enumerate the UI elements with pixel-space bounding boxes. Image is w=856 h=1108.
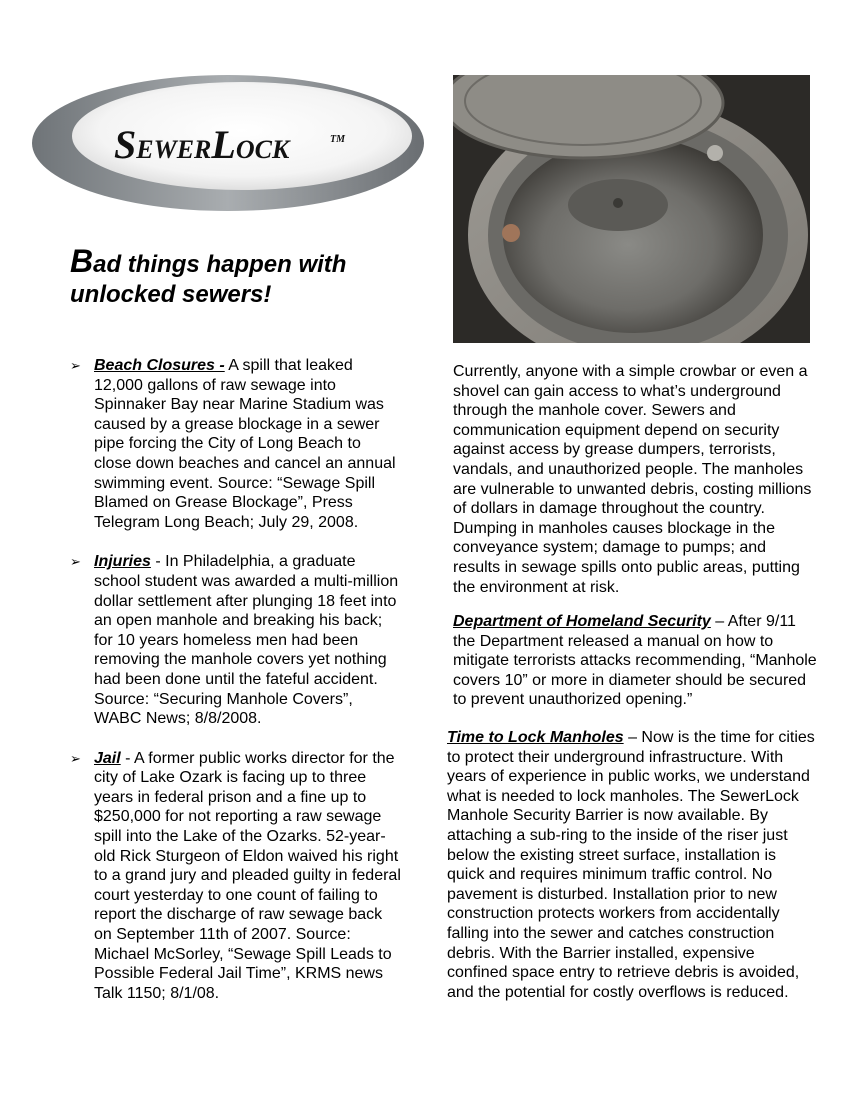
- logo-letter-l: L: [211, 122, 236, 167]
- bullet-beach-closures: [70, 356, 402, 532]
- arrow-bullet-icon: ➢: [70, 554, 81, 570]
- manhole-photo-graphic: [453, 75, 810, 343]
- logo-letter-s: S: [114, 122, 137, 167]
- dhs-text: – After 9/11 the Department released a manual on how to mitigate terrorists attacks recommending, “Manhole covers 10” or more in diameter should be secured to prevent unauthorized opening.”: [453, 613, 817, 709]
- bullet-term: Beach Closures -: [94, 357, 225, 374]
- lock-text: – Now is the time for cities to protect their underground infrastructure. With years of experience in public works, we understand what is needed to lock manholes. The SewerLock Manhole Security Barrier is now available. By attaching a sub-ring to the inside of the riser just below the existing street surface, installation is quick and requires minimum traffic control. No pavement is disturbed. Installation prior to new construction protects workers from accidentally falling into the sewer and catches construction debris. With the Barrier installed, expensive confined space entry to retrieve debris is avoided, and the potential for costly overflows is reduced.: [447, 729, 815, 1001]
- manhole-photo: [453, 75, 810, 343]
- bullet-term: Jail: [94, 749, 121, 767]
- bullet-text: - A former public works director for the city of Lake Ozark is facing up to three years in federal prison and a fine up to $250,000 for not reporting a raw sewage spill into the Lake of the Ozarks. 52-year-old Rick Sturgeon of Eldon waived his right to a grand jury and pleaded guilty in federal court yesterday to one count of failing to report the discharge of raw sewage back on September 11th of 2007. Source: Michael McSorley, “Sewage Spill Leads to Possible Federal Jail Time”, KRMS news Talk 1150; 8/1/08.: [94, 749, 401, 1002]
- sewerlock-logo: [30, 72, 430, 214]
- intro-paragraph: Currently, anyone with a simple crowbar or even a shovel can gain access to what’s underground through the manhole cover. Sewers and communication equipment depend on security against access by grease dumpers, terrorists, vandals, and unauthorized people. The manholes are vulnerable to unwanted debris, costing millions of dollars in damage throughout the country. Dumping in manholes causes blockage in the conveyance system; damage to pumps; and results in sewage spills onto public areas, putting the environment at risk.: [453, 363, 812, 596]
- dhs-term: Department of Homeland Security: [453, 613, 711, 630]
- left-bullet-list: [70, 356, 402, 1023]
- lock-manholes-paragraph: [447, 728, 817, 1002]
- logo-ock: OCK: [235, 135, 290, 164]
- bullet-jail: [70, 749, 402, 1004]
- logo-ellipse-graphic: [30, 72, 430, 214]
- dhs-paragraph: [453, 612, 817, 710]
- bullet-injuries: [70, 552, 402, 728]
- lock-term: Time to Lock Manholes: [447, 729, 624, 746]
- headline-drop-letter: B: [70, 243, 94, 279]
- logo-ewer: EWER: [136, 135, 212, 164]
- bullet-text: - In Philadelphia, a graduate school student was awarded a multi-million dollar settlement after plunging 18 feet into an open manhole and breaking his back; for 10 years homeless men had been removing the manhole covers yet nothing had been done until the fateful accident. Source: “Securing Manhole Covers”, WABC News; 8/8/2008.: [94, 553, 399, 728]
- bullet-term: Injuries: [94, 553, 151, 571]
- arrow-bullet-icon: ➢: [70, 358, 81, 373]
- page-headline: [70, 243, 430, 310]
- logo-trademark: TM: [330, 134, 345, 145]
- bullet-text: A spill that leaked 12,000 gallons of raw sewage into Spinnaker Bay near Marine Stadium was caused by a grease blockage in a sewer pipe forcing the City of Long Beach to close down beaches and cancel an annual swimming event. Source: “Sewage Spill Blamed on Grease Blockage”, Press Telegram Long Beach; July 29, 2008.: [94, 357, 396, 531]
- headline-text: ad things happen with unlocked sewers!: [70, 251, 347, 308]
- arrow-bullet-icon: ➢: [70, 750, 81, 766]
